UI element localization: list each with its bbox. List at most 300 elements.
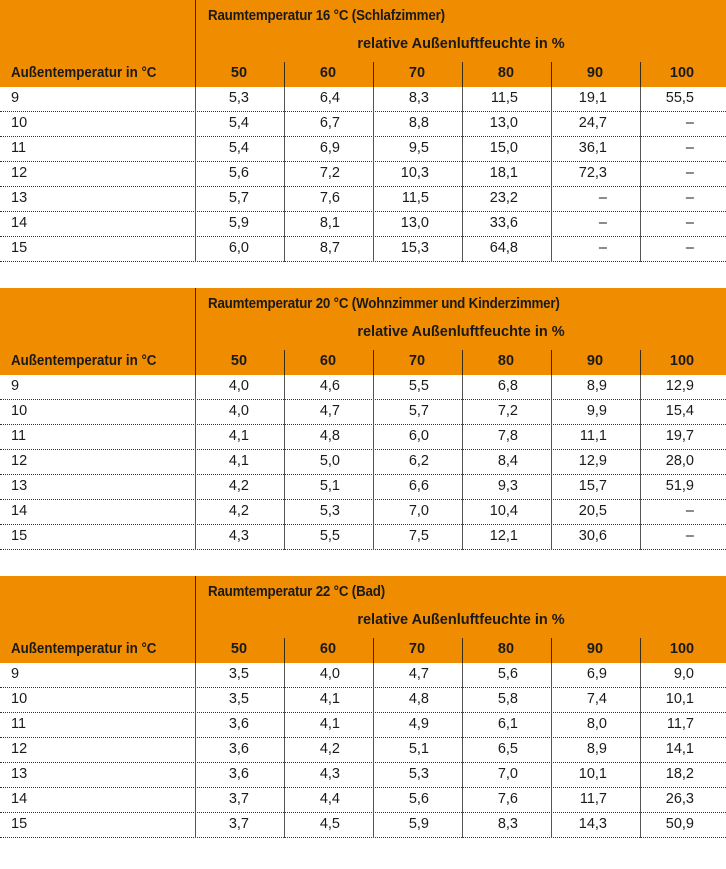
row-divider xyxy=(373,763,374,788)
value-cell: – xyxy=(685,215,694,231)
value-cell: 7,0 xyxy=(408,503,429,519)
row-divider xyxy=(551,763,552,788)
value-cell: 13,0 xyxy=(400,215,429,231)
value-cell: 5,9 xyxy=(408,816,429,832)
row-divider xyxy=(373,663,374,688)
room-temperature-table xyxy=(0,0,726,262)
outdoor-temp-column-label: Außentemperatur in °C xyxy=(11,641,157,657)
row-divider xyxy=(373,525,374,550)
row-divider xyxy=(640,375,641,400)
value-cell: 3,5 xyxy=(228,691,249,707)
column-divider xyxy=(462,62,463,87)
table-title: Raumtemperatur 22 °C (Bad) xyxy=(208,584,385,600)
row-divider xyxy=(195,87,196,112)
value-cell: 6,2 xyxy=(408,453,429,469)
row-divider xyxy=(640,663,641,688)
row-divider xyxy=(640,738,641,763)
outdoor-temperature-cell: 15 xyxy=(11,816,28,832)
value-cell: 5,3 xyxy=(408,766,429,782)
outdoor-temp-column-label: Außentemperatur in °C xyxy=(11,65,157,81)
column-divider xyxy=(462,638,463,663)
value-cell: 8,4 xyxy=(497,453,518,469)
row-divider xyxy=(373,813,374,838)
row-divider xyxy=(284,212,285,237)
table-row xyxy=(0,162,726,187)
value-cell: – xyxy=(598,190,607,206)
value-cell: 6,7 xyxy=(319,115,340,131)
value-cell: – xyxy=(685,165,694,181)
value-cell: 3,6 xyxy=(228,741,249,757)
value-cell: 15,7 xyxy=(578,478,607,494)
table-row xyxy=(0,738,726,763)
value-cell: 4,1 xyxy=(228,453,249,469)
row-divider xyxy=(462,500,463,525)
value-cell: 6,1 xyxy=(497,716,518,732)
table-row xyxy=(0,663,726,688)
outdoor-temp-column-label: Außentemperatur in °C xyxy=(11,353,157,369)
value-cell: 4,2 xyxy=(228,478,249,494)
room-temperature-table xyxy=(0,576,726,838)
value-cell: 8,8 xyxy=(408,115,429,131)
column-divider xyxy=(373,62,374,87)
row-divider xyxy=(462,162,463,187)
humidity-column-header: 80 xyxy=(497,65,515,81)
humidity-column-header: 80 xyxy=(497,641,515,657)
value-cell: 4,1 xyxy=(319,691,340,707)
table-row xyxy=(0,137,726,162)
row-divider xyxy=(284,450,285,475)
value-cell: 5,1 xyxy=(408,741,429,757)
table-row xyxy=(0,500,726,525)
outdoor-temperature-cell: 10 xyxy=(11,115,28,131)
row-divider xyxy=(195,788,196,813)
value-cell: 4,4 xyxy=(319,791,340,807)
value-cell: 5,3 xyxy=(319,503,340,519)
table-row xyxy=(0,525,726,550)
row-divider xyxy=(284,187,285,212)
value-cell: 5,8 xyxy=(497,691,518,707)
outdoor-temperature-cell: 12 xyxy=(11,741,28,757)
humidity-column-header: 60 xyxy=(319,353,337,369)
row-divider xyxy=(195,425,196,450)
value-cell: 8,1 xyxy=(319,215,340,231)
row-divider xyxy=(551,663,552,688)
outdoor-temperature-cell: 11 xyxy=(11,140,27,156)
humidity-column-header: 80 xyxy=(497,353,515,369)
value-cell: 5,7 xyxy=(228,190,249,206)
row-divider xyxy=(640,212,641,237)
row-divider xyxy=(551,400,552,425)
value-cell: 14,1 xyxy=(665,741,694,757)
row-divider xyxy=(640,500,641,525)
value-cell: 15,4 xyxy=(665,403,694,419)
row-divider xyxy=(551,162,552,187)
value-cell: 4,9 xyxy=(408,716,429,732)
row-divider xyxy=(284,663,285,688)
value-cell: 18,2 xyxy=(665,766,694,782)
row-divider xyxy=(284,813,285,838)
value-cell: 6,0 xyxy=(228,240,249,256)
value-cell: 10,3 xyxy=(400,165,429,181)
column-divider xyxy=(284,350,285,375)
outdoor-temperature-cell: 15 xyxy=(11,240,28,256)
value-cell: 4,3 xyxy=(319,766,340,782)
row-divider xyxy=(284,162,285,187)
value-cell: 4,8 xyxy=(408,691,429,707)
humidity-group-label: relative Außenluftfeuchte in % xyxy=(357,324,565,340)
row-divider xyxy=(284,500,285,525)
row-divider xyxy=(640,237,641,262)
value-cell: 4,7 xyxy=(408,666,429,682)
row-divider xyxy=(640,713,641,738)
value-cell: 36,1 xyxy=(578,140,607,156)
value-cell: 5,9 xyxy=(228,215,249,231)
value-cell: – xyxy=(598,215,607,231)
value-cell: 3,7 xyxy=(228,791,249,807)
row-divider xyxy=(640,137,641,162)
table-title: Raumtemperatur 16 °C (Schlafzimmer) xyxy=(208,8,445,24)
outdoor-temperature-cell: 12 xyxy=(11,165,28,181)
row-divider xyxy=(195,663,196,688)
row-divider xyxy=(640,162,641,187)
value-cell: 24,7 xyxy=(578,115,607,131)
row-divider xyxy=(284,112,285,137)
row-divider xyxy=(640,525,641,550)
row-divider xyxy=(195,162,196,187)
row-divider xyxy=(373,400,374,425)
row-divider xyxy=(462,425,463,450)
value-cell: 11,1 xyxy=(579,428,607,444)
value-cell: 4,6 xyxy=(319,378,340,394)
humidity-column-header: 70 xyxy=(408,641,426,657)
humidity-group-label: relative Außenluftfeuchte in % xyxy=(357,612,565,628)
value-cell: 5,4 xyxy=(228,115,249,131)
value-cell: 11,7 xyxy=(666,716,694,732)
row-divider xyxy=(551,738,552,763)
table-header xyxy=(0,576,726,663)
row-divider xyxy=(195,237,196,262)
humidity-column-header: 50 xyxy=(230,641,248,657)
row-divider xyxy=(551,425,552,450)
value-cell: 7,2 xyxy=(497,403,518,419)
value-cell: 10,4 xyxy=(489,503,518,519)
row-divider xyxy=(640,813,641,838)
outdoor-temperature-cell: 13 xyxy=(11,190,28,206)
value-cell: 3,5 xyxy=(228,666,249,682)
value-cell: 55,5 xyxy=(665,90,694,106)
row-divider xyxy=(551,212,552,237)
row-divider xyxy=(284,475,285,500)
row-divider xyxy=(551,688,552,713)
value-cell: 7,5 xyxy=(408,528,429,544)
value-cell: 8,9 xyxy=(586,741,607,757)
row-divider xyxy=(373,788,374,813)
humidity-column-header: 90 xyxy=(586,641,604,657)
value-cell: 4,0 xyxy=(319,666,340,682)
value-cell: 5,4 xyxy=(228,140,249,156)
value-cell: 15,3 xyxy=(400,240,429,256)
row-divider xyxy=(640,400,641,425)
value-cell: 4,2 xyxy=(319,741,340,757)
outdoor-temperature-cell: 10 xyxy=(11,403,28,419)
outdoor-temperature-cell: 14 xyxy=(11,215,28,231)
value-cell: 4,5 xyxy=(319,816,340,832)
value-cell: 4,8 xyxy=(319,428,340,444)
row-divider xyxy=(462,137,463,162)
value-cell: 6,5 xyxy=(497,741,518,757)
value-cell: 4,7 xyxy=(319,403,340,419)
column-divider xyxy=(640,62,641,87)
row-divider xyxy=(462,688,463,713)
row-divider xyxy=(462,112,463,137)
humidity-column-header: 100 xyxy=(669,65,695,81)
value-cell: 7,6 xyxy=(319,190,340,206)
value-cell: 8,9 xyxy=(586,378,607,394)
table-row xyxy=(0,713,726,738)
humidity-column-header: 90 xyxy=(586,353,604,369)
value-cell: 12,9 xyxy=(578,453,607,469)
row-divider xyxy=(462,375,463,400)
outdoor-temperature-cell: 14 xyxy=(11,791,28,807)
value-cell: 5,0 xyxy=(319,453,340,469)
outdoor-temperature-cell: 10 xyxy=(11,691,28,707)
table-row xyxy=(0,187,726,212)
table-row xyxy=(0,212,726,237)
table-row xyxy=(0,237,726,262)
value-cell: 19,1 xyxy=(578,90,607,106)
value-cell: 28,0 xyxy=(665,453,694,469)
row-divider xyxy=(640,87,641,112)
row-divider xyxy=(195,738,196,763)
column-divider xyxy=(551,350,552,375)
column-divider xyxy=(551,62,552,87)
row-divider xyxy=(640,688,641,713)
row-divider xyxy=(373,137,374,162)
row-divider xyxy=(195,763,196,788)
value-cell: 6,8 xyxy=(497,378,518,394)
row-divider xyxy=(551,137,552,162)
row-divider xyxy=(373,475,374,500)
row-divider xyxy=(462,713,463,738)
column-divider xyxy=(462,350,463,375)
row-divider xyxy=(640,450,641,475)
column-divider xyxy=(373,638,374,663)
value-cell: 9,9 xyxy=(586,403,607,419)
outdoor-temperature-cell: 13 xyxy=(11,478,28,494)
value-cell: – xyxy=(685,503,694,519)
column-divider xyxy=(640,350,641,375)
row-divider xyxy=(462,475,463,500)
row-divider xyxy=(195,375,196,400)
row-divider xyxy=(195,137,196,162)
row-divider xyxy=(284,87,285,112)
row-divider xyxy=(373,500,374,525)
row-divider xyxy=(462,87,463,112)
value-cell: 12,1 xyxy=(489,528,518,544)
row-divider xyxy=(195,713,196,738)
value-cell: 11,5 xyxy=(401,190,429,206)
row-divider xyxy=(373,375,374,400)
row-divider xyxy=(551,375,552,400)
value-cell: 6,9 xyxy=(586,666,607,682)
row-divider xyxy=(640,187,641,212)
row-divider xyxy=(462,187,463,212)
row-divider xyxy=(551,187,552,212)
value-cell: 4,0 xyxy=(228,403,249,419)
value-cell: 30,6 xyxy=(578,528,607,544)
value-cell: 11,7 xyxy=(579,791,607,807)
humidity-column-header: 50 xyxy=(230,65,248,81)
humidity-group-label: relative Außenluftfeuchte in % xyxy=(357,36,565,52)
row-divider xyxy=(551,713,552,738)
value-cell: 6,6 xyxy=(408,478,429,494)
value-cell: 23,2 xyxy=(489,190,518,206)
value-cell: 5,1 xyxy=(319,478,340,494)
row-divider xyxy=(462,788,463,813)
humidity-column-header: 60 xyxy=(319,65,337,81)
outdoor-temperature-cell: 15 xyxy=(11,528,28,544)
outdoor-temperature-cell: 11 xyxy=(11,716,27,732)
value-cell: 19,7 xyxy=(665,428,694,444)
value-cell: – xyxy=(685,190,694,206)
row-divider xyxy=(195,450,196,475)
table-row xyxy=(0,813,726,838)
outdoor-temperature-cell: 13 xyxy=(11,766,28,782)
row-divider xyxy=(462,738,463,763)
row-divider xyxy=(551,112,552,137)
value-cell: 4,1 xyxy=(228,428,249,444)
row-divider xyxy=(551,813,552,838)
value-cell: 8,3 xyxy=(497,816,518,832)
value-cell: 8,3 xyxy=(408,90,429,106)
row-divider xyxy=(462,813,463,838)
row-divider xyxy=(284,425,285,450)
row-divider xyxy=(195,187,196,212)
row-divider xyxy=(373,425,374,450)
row-divider xyxy=(462,212,463,237)
row-divider xyxy=(462,663,463,688)
row-divider xyxy=(284,713,285,738)
value-cell: 3,6 xyxy=(228,716,249,732)
table-title: Raumtemperatur 20 °C (Wohnzimmer und Kinderzimmer) xyxy=(208,296,560,312)
row-divider xyxy=(462,763,463,788)
humidity-column-header: 90 xyxy=(586,65,604,81)
row-divider xyxy=(551,450,552,475)
value-cell: 5,5 xyxy=(319,528,340,544)
row-divider xyxy=(551,788,552,813)
row-divider xyxy=(551,525,552,550)
value-cell: 26,3 xyxy=(665,791,694,807)
row-divider xyxy=(462,237,463,262)
value-cell: 7,6 xyxy=(497,791,518,807)
row-divider xyxy=(640,788,641,813)
row-divider xyxy=(551,500,552,525)
row-divider xyxy=(373,112,374,137)
value-cell: 5,3 xyxy=(228,90,249,106)
row-divider xyxy=(195,500,196,525)
value-cell: 3,7 xyxy=(228,816,249,832)
row-divider xyxy=(373,713,374,738)
row-divider xyxy=(284,525,285,550)
value-cell: 10,1 xyxy=(665,691,694,707)
table-header xyxy=(0,0,726,87)
humidity-column-header: 70 xyxy=(408,65,426,81)
value-cell: 6,9 xyxy=(319,140,340,156)
value-cell: 12,9 xyxy=(665,378,694,394)
row-divider xyxy=(284,400,285,425)
value-cell: 4,0 xyxy=(228,378,249,394)
value-cell: – xyxy=(685,115,694,131)
humidity-column-header: 60 xyxy=(319,641,337,657)
column-divider xyxy=(284,62,285,87)
row-divider xyxy=(462,450,463,475)
column-divider xyxy=(551,638,552,663)
table-row xyxy=(0,400,726,425)
table-row xyxy=(0,87,726,112)
row-divider xyxy=(640,112,641,137)
humidity-column-header: 50 xyxy=(230,353,248,369)
table-row xyxy=(0,425,726,450)
value-cell: 14,3 xyxy=(578,816,607,832)
row-divider xyxy=(373,738,374,763)
value-cell: 8,0 xyxy=(586,716,607,732)
row-divider xyxy=(284,738,285,763)
table-row xyxy=(0,688,726,713)
value-cell: 18,1 xyxy=(489,165,518,181)
row-divider xyxy=(640,425,641,450)
value-cell: 64,8 xyxy=(489,240,518,256)
table-row xyxy=(0,112,726,137)
row-divider xyxy=(195,112,196,137)
row-divider xyxy=(462,525,463,550)
value-cell: 7,2 xyxy=(319,165,340,181)
value-cell: 13,0 xyxy=(489,115,518,131)
row-divider xyxy=(195,813,196,838)
row-divider xyxy=(640,763,641,788)
value-cell: 5,5 xyxy=(408,378,429,394)
row-divider xyxy=(373,212,374,237)
outdoor-temperature-cell: 9 xyxy=(11,378,20,394)
value-cell: – xyxy=(685,140,694,156)
humidity-column-header: 70 xyxy=(408,353,426,369)
value-cell: 9,5 xyxy=(408,140,429,156)
value-cell: 9,3 xyxy=(497,478,518,494)
value-cell: 5,6 xyxy=(497,666,518,682)
table-row xyxy=(0,375,726,400)
row-divider xyxy=(373,688,374,713)
table-row xyxy=(0,450,726,475)
outdoor-temperature-cell: 9 xyxy=(11,666,20,682)
value-cell: 51,9 xyxy=(665,478,694,494)
row-divider xyxy=(462,400,463,425)
value-cell: 6,0 xyxy=(408,428,429,444)
value-cell: – xyxy=(598,240,607,256)
value-cell: – xyxy=(685,240,694,256)
row-divider xyxy=(195,475,196,500)
row-divider xyxy=(195,400,196,425)
table-row xyxy=(0,763,726,788)
value-cell: 7,8 xyxy=(497,428,518,444)
outdoor-temperature-cell: 11 xyxy=(11,428,27,444)
humidity-column-header: 100 xyxy=(669,641,695,657)
value-cell: 4,2 xyxy=(228,503,249,519)
humidity-column-header: 100 xyxy=(669,353,695,369)
row-divider xyxy=(551,475,552,500)
outdoor-temperature-cell: 9 xyxy=(11,90,20,106)
row-divider xyxy=(284,788,285,813)
row-divider xyxy=(195,688,196,713)
value-cell: 72,3 xyxy=(578,165,607,181)
